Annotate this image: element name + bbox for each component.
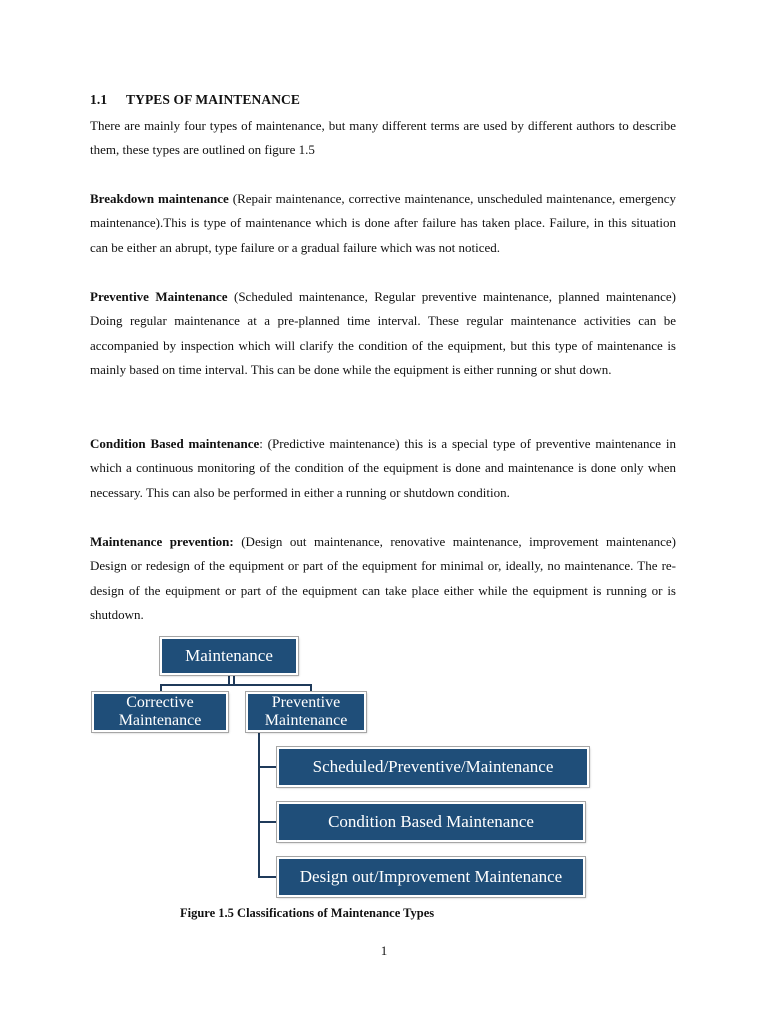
connector-preventive-spine xyxy=(258,732,260,878)
connector-to-condition xyxy=(258,821,276,823)
preventive-paragraph xyxy=(90,285,676,383)
breakdown-text: (Repair maintenance, corrective maintenance, unscheduled maintenance, emergency maintenance).This is type of maintenance which is done after failure has taken place. Failure, in this situation can be either an abrupt, type failure or a gradual failure which was not noticed. xyxy=(90,191,676,255)
diagram-node-scheduled: Scheduled/Preventive/Maintenance xyxy=(277,747,589,787)
breakdown-paragraph xyxy=(90,187,676,260)
diagram-node-condition-based: Condition Based Maintenance xyxy=(277,802,585,842)
connector-to-corrective xyxy=(160,684,162,692)
breakdown-term: Breakdown maintenance xyxy=(90,191,229,206)
condition-text: : (Predictive maintenance) this is a special type of preventive maintenance in which a continuous monitoring of the condition of the equipment is done and maintenance is done only when necessary. This can also be performed in either a running or shutdown condition. xyxy=(90,436,676,500)
connector-to-design xyxy=(258,876,276,878)
prevention-paragraph xyxy=(90,530,676,628)
preventive-term: Preventive Maintenance xyxy=(90,289,228,304)
diagram-node-design-out: Design out/Improvement Maintenance xyxy=(277,857,585,897)
connector-to-scheduled xyxy=(258,766,276,768)
condition-term: Condition Based maintenance xyxy=(90,436,260,451)
diagram-node-corrective: Corrective Maintenance xyxy=(92,692,228,732)
condition-paragraph xyxy=(90,432,676,505)
preventive-text: (Scheduled maintenance, Regular preventive maintenance, planned maintenance) Doing regular maintenance at a pre-planned time interval. These regular maintenance activities can be accompanied by inspection which will clarify the condition of the equipment, but this type of maintenance is mainly based on time interval. This can be done while the equipment is either running or shut down. xyxy=(90,289,676,378)
prevention-text: (Design out maintenance, renovative maintenance, improvement maintenance) Design or redesign of the equipment or part of the equipment for minimal or, ideally, no maintenance. The re-design of the equipment or part of the equipment can take place either while the equipment is running or is shutdown. xyxy=(90,534,676,623)
section-number: 1.1 xyxy=(90,92,108,107)
page-number: 1 xyxy=(380,943,388,958)
diagram-node-maintenance: Maintenance xyxy=(160,637,298,675)
connector-horizontal xyxy=(160,684,312,686)
intro-paragraph: There are mainly four types of maintenance, but many different terms are used by different authors to describe them, these types are outlined on figure 1.5 xyxy=(90,118,676,158)
prevention-term: Maintenance prevention: xyxy=(90,534,234,549)
connector-to-preventive xyxy=(310,684,312,692)
diagram-node-preventive: Preventive Maintenance xyxy=(246,692,366,732)
figure-caption: Figure 1.5 Classifications of Maintenance Types xyxy=(180,906,435,920)
section-heading xyxy=(90,92,300,108)
maintenance-hierarchy-diagram xyxy=(0,630,768,900)
section-title: TYPES OF MAINTENANCE xyxy=(126,92,301,107)
